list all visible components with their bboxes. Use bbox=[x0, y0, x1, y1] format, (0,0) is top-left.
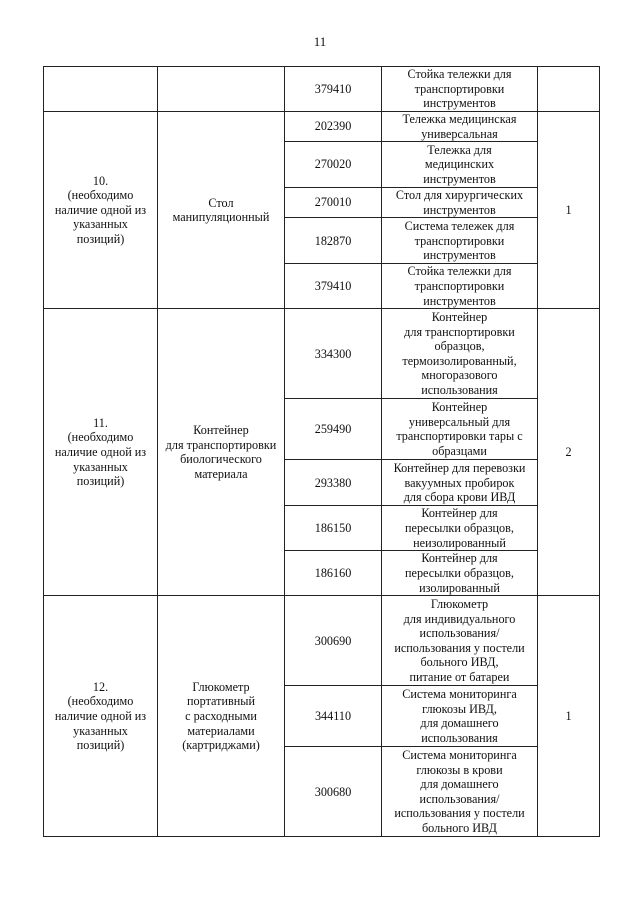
code-cell: 293380 bbox=[285, 460, 382, 506]
code-cell: 379410 bbox=[285, 67, 382, 112]
quantity-cell bbox=[538, 67, 600, 112]
device-cell bbox=[158, 67, 285, 112]
position-cell: 12. (необходимо наличие одной из указанных позиций) bbox=[44, 596, 158, 837]
code-cell: 270010 bbox=[285, 188, 382, 218]
code-cell: 344110 bbox=[285, 686, 382, 747]
code-cell: 202390 bbox=[285, 112, 382, 142]
table-row bbox=[44, 309, 600, 399]
item-name-cell: Тележка для медицинских инструментов bbox=[382, 142, 538, 188]
code-cell: 259490 bbox=[285, 399, 382, 460]
quantity-cell: 1 bbox=[538, 112, 600, 309]
item-name-cell: Контейнер для пересылки образцов, изолированный bbox=[382, 551, 538, 596]
table-row bbox=[44, 112, 600, 142]
device-cell: Стол манипуляционный bbox=[158, 112, 285, 309]
table-row bbox=[44, 67, 600, 112]
quantity-cell: 1 bbox=[538, 596, 600, 837]
item-name-cell: Система мониторинга глюкозы ИВД, для домашнего использования bbox=[382, 686, 538, 747]
item-name-cell: Стол для хирургических инструментов bbox=[382, 188, 538, 218]
page-number: 11 bbox=[313, 34, 327, 49]
code-cell: 186150 bbox=[285, 506, 382, 551]
position-cell bbox=[44, 67, 158, 112]
item-name-cell: Контейнер для транспортировки образцов, термоизолированный, многоразового использования bbox=[382, 309, 538, 399]
equipment-table bbox=[43, 66, 600, 837]
code-cell: 379410 bbox=[285, 264, 382, 309]
item-name-cell: Контейнер универсальный для транспортировки тары с образцами bbox=[382, 399, 538, 460]
item-name-cell: Система мониторинга глюкозы в крови для домашнего использования/ использования у постели больного ИВД bbox=[382, 747, 538, 837]
code-cell: 186160 bbox=[285, 551, 382, 596]
item-name-cell: Тележка медицинская универсальная bbox=[382, 112, 538, 142]
code-cell: 270020 bbox=[285, 142, 382, 188]
item-name-cell: Контейнер для пересылки образцов, неизолированный bbox=[382, 506, 538, 551]
code-cell: 300690 bbox=[285, 596, 382, 686]
item-name-cell: Стойка тележки для транспортировки инструментов bbox=[382, 264, 538, 309]
code-cell: 334300 bbox=[285, 309, 382, 399]
table-row bbox=[44, 596, 600, 686]
position-cell: 11. (необходимо наличие одной из указанных позиций) bbox=[44, 309, 158, 596]
item-name-cell: Контейнер для перевозки вакуумных пробирок для сбора крови ИВД bbox=[382, 460, 538, 506]
item-name-cell: Система тележек для транспортировки инструментов bbox=[382, 218, 538, 264]
item-name-cell: Глюкометр для индивидуального использования/ использования у постели больного ИВД, питание от батареи bbox=[382, 596, 538, 686]
item-name-cell: Стойка тележки для транспортировки инструментов bbox=[382, 67, 538, 112]
position-cell: 10. (необходимо наличие одной из указанных позиций) bbox=[44, 112, 158, 309]
code-cell: 182870 bbox=[285, 218, 382, 264]
device-cell: Контейнер для транспортировки биологического материала bbox=[158, 309, 285, 596]
device-cell: Глюкометр портативный с расходными материалами (картриджами) bbox=[158, 596, 285, 837]
code-cell: 300680 bbox=[285, 747, 382, 837]
quantity-cell: 2 bbox=[538, 309, 600, 596]
